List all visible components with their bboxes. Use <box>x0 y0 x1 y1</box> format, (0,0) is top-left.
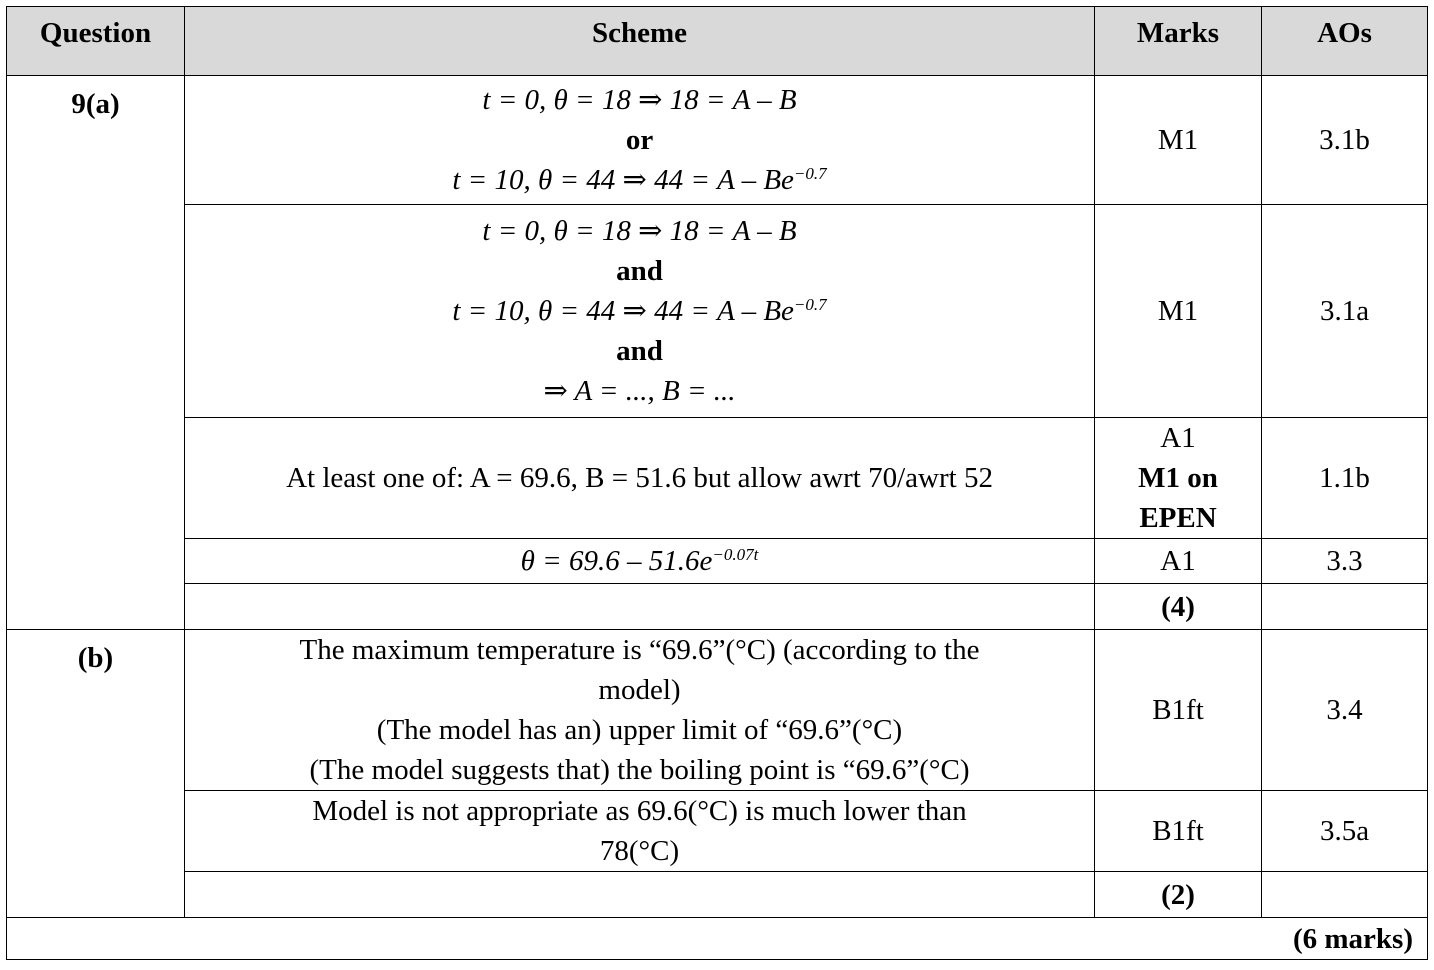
mark-cell <box>1095 418 1262 539</box>
mark-scheme-table <box>6 6 1428 960</box>
mark-cell: M1 <box>1095 205 1262 418</box>
scheme-cell <box>185 791 1095 872</box>
header-marks: Marks <box>1095 7 1262 76</box>
scheme-line: t = 0, θ = 18 ⇒ 18 = A – B <box>482 215 797 247</box>
scheme-exponent: −0.07t <box>712 545 759 564</box>
scheme-line: Model is not appropriate as 69.6(°C) is much lower than <box>312 795 967 827</box>
scheme-line: t = 10, θ = 44 ⇒ $44 = A - Be^{-0.7}$ <box>452 295 827 327</box>
subtotal-a: (4) <box>1095 584 1262 630</box>
scheme-cell <box>185 584 1095 630</box>
subtotal-b: (2) <box>1095 872 1262 918</box>
total-row <box>7 918 1428 960</box>
mark-cell: B1ft <box>1095 630 1262 791</box>
question-label-b: (b) <box>7 630 185 918</box>
scheme-cell <box>185 205 1095 418</box>
question-label-a: 9(a) <box>7 76 185 630</box>
ao-cell: 3.4 <box>1262 630 1428 791</box>
table-row <box>7 76 1428 205</box>
header-row <box>7 7 1428 76</box>
subtotal-row <box>7 872 1428 918</box>
scheme-line: θ = 69.6 – 51.6e <box>520 545 713 577</box>
mark-cell: M1 <box>1095 76 1262 205</box>
scheme-line: t = 10, θ = 44 ⇒ $44 = A - Be^{-0.7}$ <box>452 164 827 196</box>
subtotal-row <box>7 584 1428 630</box>
scheme-connector: or <box>625 124 654 156</box>
ao-cell: 3.5a <box>1262 791 1428 872</box>
mark-note: EPEN <box>1139 502 1217 534</box>
total-marks: (6 marks) <box>7 918 1428 960</box>
mark-cell: A1 <box>1095 539 1262 584</box>
scheme-connector: and <box>616 255 663 287</box>
scheme-line: (The model suggests that) the boiling point is “69.6”(°C) <box>309 754 970 786</box>
scheme-cell: At least one of: A = 69.6, B = 51.6 but allow awrt 70/awrt 52 <box>185 418 1095 539</box>
scheme-cell <box>185 539 1095 584</box>
mark-value: A1 <box>1160 422 1196 454</box>
ao-cell <box>1262 584 1428 630</box>
ao-cell: 1.1b <box>1262 418 1428 539</box>
table-row <box>7 630 1428 791</box>
table-row <box>7 205 1428 418</box>
scheme-line: ⇒ A = ..., B = ... <box>543 375 736 407</box>
ao-cell: 3.1a <box>1262 205 1428 418</box>
table-row <box>7 791 1428 872</box>
header-question: Question <box>7 7 185 76</box>
scheme-cell <box>185 630 1095 791</box>
scheme-connector: and <box>616 335 663 367</box>
scheme-cell <box>185 872 1095 918</box>
ao-cell <box>1262 872 1428 918</box>
header-aos: AOs <box>1262 7 1428 76</box>
mark-cell: B1ft <box>1095 791 1262 872</box>
ao-cell: 3.1b <box>1262 76 1428 205</box>
scheme-line: 78(°C) <box>599 835 680 867</box>
scheme-cell <box>185 76 1095 205</box>
scheme-line: t = 0, θ = 18 ⇒ 18 = A – B <box>482 84 797 116</box>
ao-cell: 3.3 <box>1262 539 1428 584</box>
table-row <box>7 418 1428 539</box>
scheme-line: The maximum temperature is “69.6”(°C) (according to the <box>299 634 980 666</box>
table-row <box>7 539 1428 584</box>
scheme-line: model) <box>598 674 681 706</box>
scheme-line: (The model has an) upper limit of “69.6”(°C) <box>376 714 903 746</box>
header-scheme: Scheme <box>185 7 1095 76</box>
mark-note: M1 on <box>1138 462 1218 494</box>
